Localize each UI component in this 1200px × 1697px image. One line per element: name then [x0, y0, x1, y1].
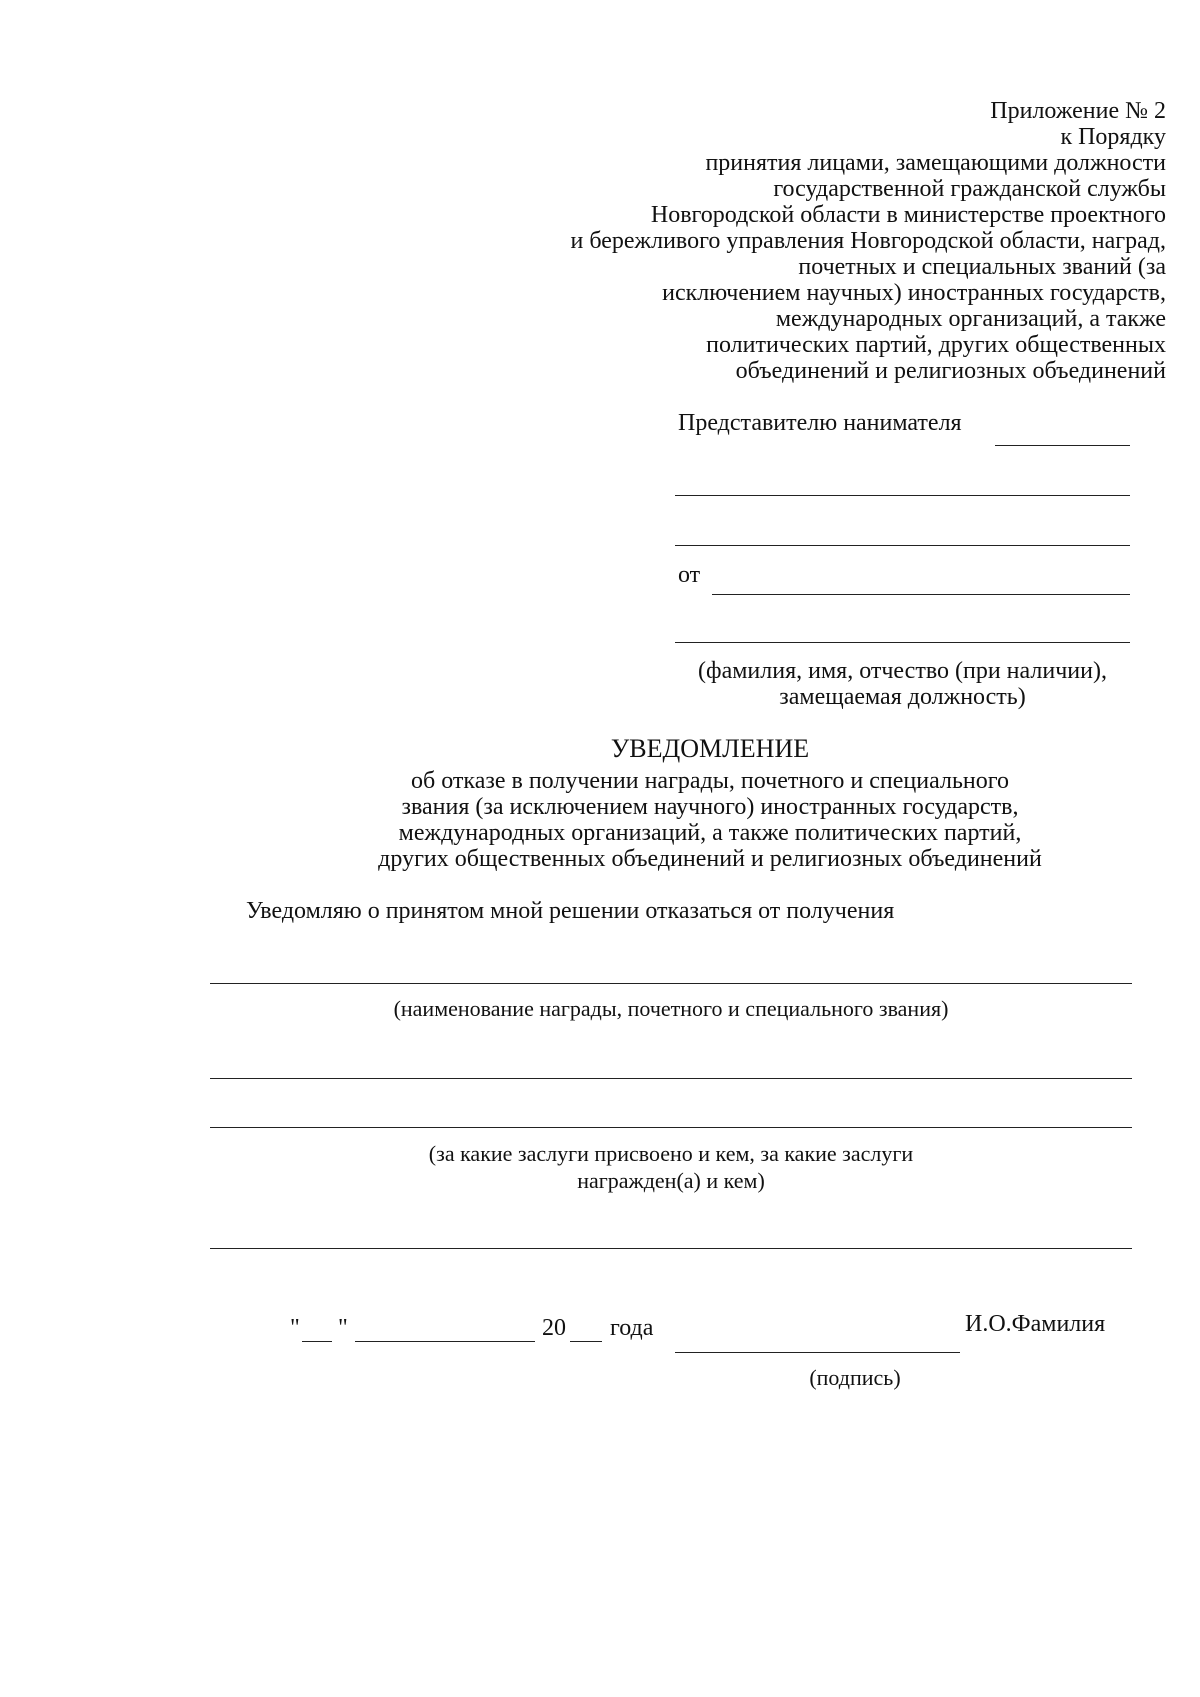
addressee-blank[interactable]: [675, 545, 1130, 546]
extra-blank[interactable]: [210, 1248, 1132, 1249]
appendix-header: [486, 98, 1166, 384]
date-year-word: года: [610, 1315, 654, 1341]
addressee-label: Представителю нанимателя: [678, 410, 962, 436]
award-name-blank[interactable]: [210, 983, 1132, 984]
merit-hint: [210, 1140, 1132, 1194]
appendix-line: к Порядку: [1060, 124, 1166, 150]
signer-name: И.О.Фамилия: [965, 1311, 1106, 1337]
date-day-blank[interactable]: [302, 1341, 332, 1342]
sender-hint-line: замещаемая должность): [779, 684, 1026, 710]
from-label: от: [678, 562, 701, 588]
addressee-blank[interactable]: [995, 445, 1130, 446]
date-year-prefix: 20: [542, 1315, 566, 1341]
document-subtitle: [0, 768, 1200, 872]
date-month-blank[interactable]: [355, 1341, 535, 1342]
subtitle-line: об отказе в получении награды, почетного и специального: [411, 768, 1009, 794]
merit-blank[interactable]: [210, 1127, 1132, 1128]
sender-blank[interactable]: [712, 594, 1130, 595]
appendix-line: международных организаций, а также: [775, 306, 1166, 332]
appendix-line: политических партий, других общественных: [706, 332, 1166, 358]
appendix-line: объединений и религиозных объединений: [735, 358, 1166, 384]
subtitle-line: других общественных объединений и религиозных объединений: [378, 846, 1042, 872]
signature-blank[interactable]: [675, 1352, 960, 1353]
appendix-line: почетных и специальных званий (за: [798, 254, 1166, 280]
merit-hint-line: награжден(а) и кем): [577, 1168, 765, 1193]
appendix-line: принятия лицами, замещающими должности: [705, 150, 1166, 176]
date-year-blank[interactable]: [570, 1341, 602, 1342]
merit-hint-line: (за какие заслуги присвоено и кем, за какие заслуги: [428, 1141, 914, 1166]
addressee-blank[interactable]: [675, 495, 1130, 496]
merit-blank[interactable]: [210, 1078, 1132, 1079]
subtitle-line: звания (за исключением научного) иностранных государств,: [401, 794, 1019, 820]
appendix-line: Новгородской области в министерстве проектного: [650, 202, 1166, 228]
award-name-hint: (наименование награды, почетного и специального звания): [393, 996, 949, 1021]
appendix-line: Приложение № 2: [990, 98, 1166, 124]
appendix-line: исключением научных) иностранных государств,: [662, 280, 1166, 306]
sender-hint-line: (фамилия, имя, отчество (при наличии),: [698, 658, 1107, 684]
date-quote-close: ": [338, 1315, 348, 1341]
document-title: УВЕДОМЛЕНИЕ: [610, 734, 810, 763]
signature-hint: (подпись): [809, 1365, 901, 1390]
appendix-line: и бережливого управления Новгородской области, наград,: [570, 228, 1166, 254]
date-quote-open: ": [290, 1315, 300, 1341]
sender-blank[interactable]: [675, 642, 1130, 643]
appendix-line: государственной гражданской службы: [773, 176, 1166, 202]
sender-hint: [675, 658, 1130, 710]
subtitle-line: международных организаций, а также политических партий,: [398, 820, 1022, 846]
notice-statement: Уведомляю о принятом мной решении отказаться от получения: [246, 898, 895, 924]
